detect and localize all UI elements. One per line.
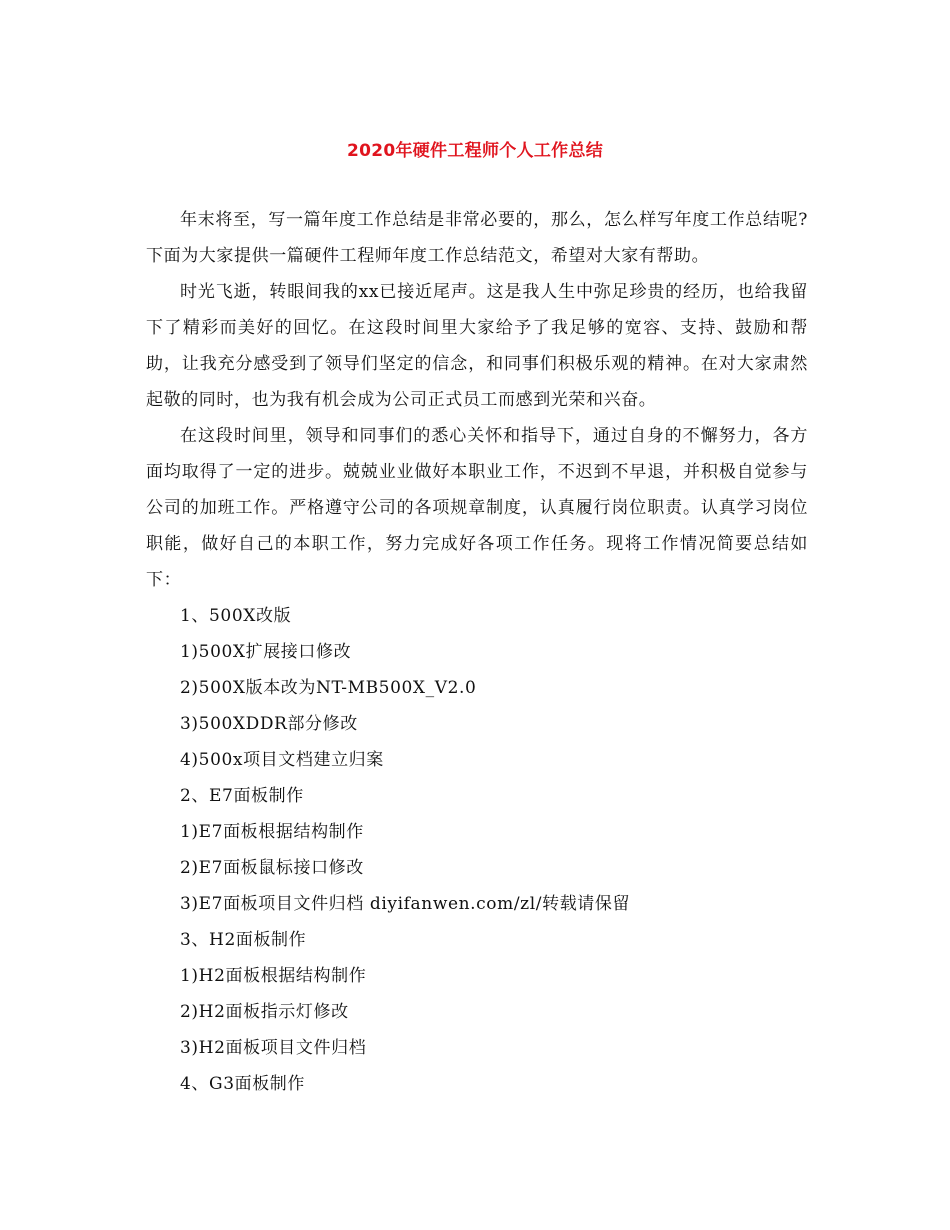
list-item: 2)H2面板指示灯修改 [180,1002,349,1022]
list-item: 1)H2面板根据结构制作 [180,966,367,986]
paragraph-intro: 年末将至，写一篇年度工作总结是非常必要的，那么，怎么样写年度工作总结呢?下面为大家提供一篇硬件工程师年度工作总结范文，希望对大家有帮助。 [146,210,808,266]
list-item-section-2: 2、E7面板制作 [180,786,304,806]
list-item-section-3: 3、H2面板制作 [180,930,307,950]
list-item: 3)H2面板项目文件归档 [180,1038,367,1058]
list-item: 3)E7面板项目文件归档 diyifanwen.com/zl/转载请保留 [180,894,631,914]
list-item: 2)500X版本改为NT-MB500X_V2.0 [180,678,477,698]
list-item: 3)500XDDR部分修改 [180,714,358,734]
list-item: 1)500X扩展接口修改 [180,642,352,662]
list-item: 2)E7面板鼠标接口修改 [180,858,364,878]
document-title: 2020年硬件工程师个人工作总结 [346,141,604,161]
list-item: 1)E7面板根据结构制作 [180,822,364,842]
list-item-section-1: 1、500X改版 [180,606,292,626]
paragraph-summary: 在这段时间里，领导和同事们的悉心关怀和指导下，通过自身的不懈努力，各方面均取得了一定的进步。兢兢业业做好本职业工作，不迟到不早退，并积极自觉参与公司的加班工作。严格遵守公司的各项规章制度，认真履行岗位职责。认真学习岗位职能，做好自己的本职工作，努力完成好各项工作任务。现将工作情况简要总结如下： [146,426,808,590]
paragraph-reflection: 时光飞逝，转眼间我的xx已接近尾声。这是我人生中弥足珍贵的经历，也给我留下了精彩而美好的回忆。在这段时间里大家给予了我足够的宽容、支持、鼓励和帮助，让我充分感受到了领导们坚定的信念，和同事们积极乐观的精神。在对大家肃然起敬的同时，也为我有机会成为公司正式员工而感到光荣和兴奋。 [146,282,808,410]
document-body [146,202,808,1102]
list-item: 4)500x项目文档建立归案 [180,750,384,770]
list-item-section-4: 4、G3面板制作 [180,1074,306,1094]
